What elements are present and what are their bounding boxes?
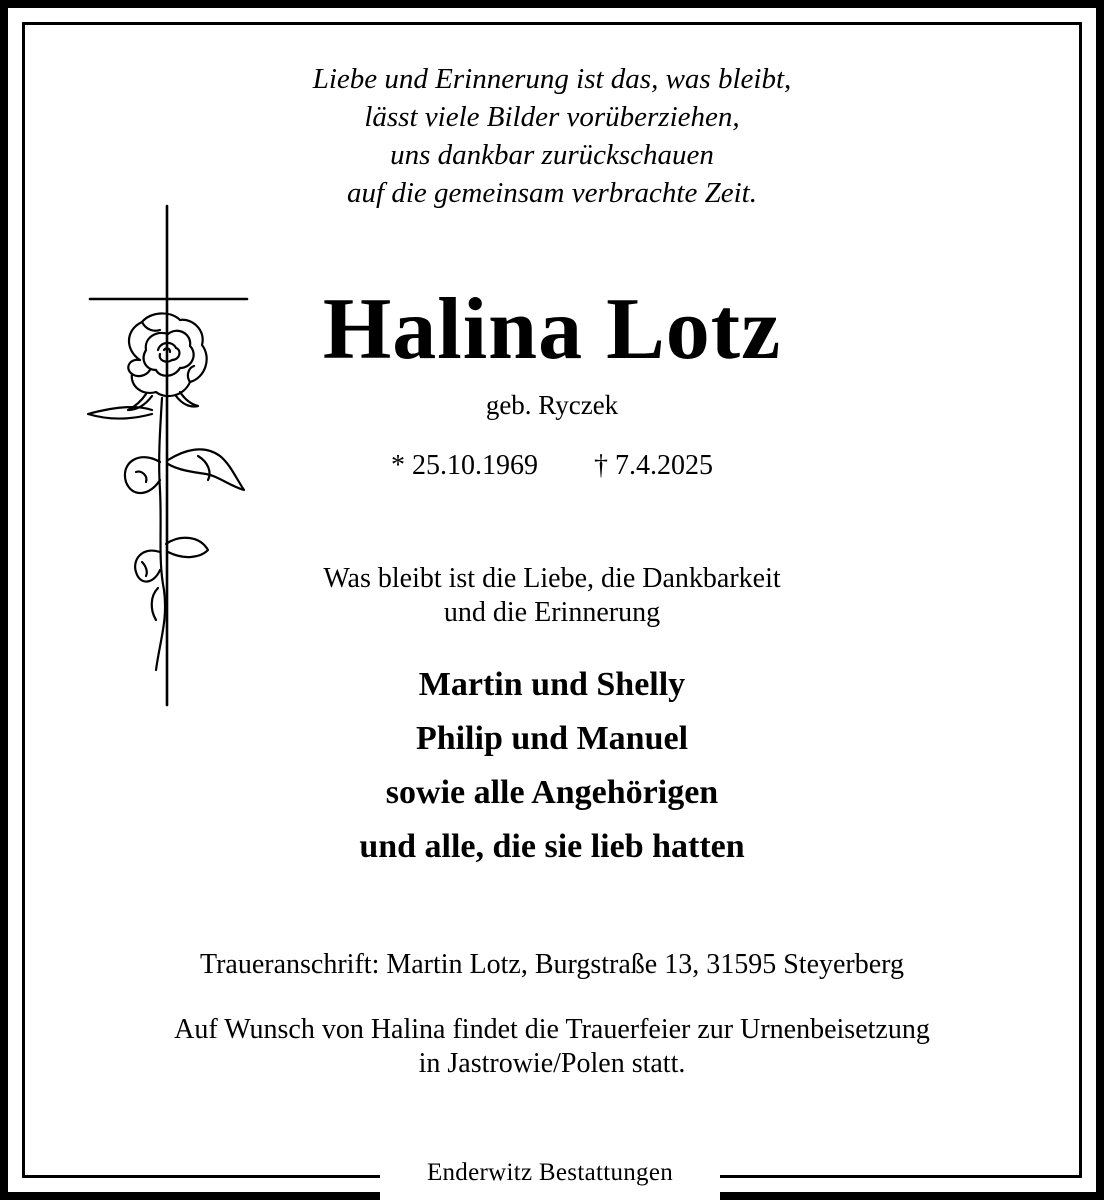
memorial-poem	[0, 60, 1104, 212]
mourning-address: Traueranschrift: Martin Lotz, Burgstraße 13, 31595 Steyerberg	[199, 949, 904, 980]
birth-date: * 25.10.1969	[391, 450, 538, 481]
quote-line: und die Erinnerung	[443, 597, 661, 628]
note-line: Auf Wunsch von Halina findet die Trauerfeier zur Urnenbeisetzung	[174, 1014, 930, 1045]
mourner-line: Martin und Shelly	[418, 666, 686, 703]
funeral-home-name: Enderwitz Bestattungen	[426, 1159, 674, 1186]
poem-line: lässt viele Bilder vorüberziehen,	[364, 101, 740, 133]
ceremony-note	[0, 1013, 1104, 1081]
birth-name: geb. Ryczek	[485, 390, 619, 420]
poem-line: auf die gemeinsam verbrachte Zeit.	[347, 177, 757, 209]
quote-line: Was bleibt ist die Liebe, die Dankbarkeit	[323, 563, 781, 594]
mourner-line: Philip und Manuel	[415, 720, 689, 757]
poem-line: uns dankbar zurückschauen	[390, 139, 714, 171]
death-date: † 7.4.2025	[594, 450, 713, 481]
mourner-line: sowie alle Angehörigen	[385, 774, 719, 811]
deceased-name: Halina Lotz	[322, 281, 782, 378]
mourner-line: und alle, die sie lieb hatten	[359, 828, 745, 865]
note-line: in Jastrowie/Polen statt.	[418, 1048, 686, 1079]
poem-line: Liebe und Erinnerung ist das, was bleibt,	[312, 63, 792, 95]
mourners-list	[0, 658, 1104, 874]
life-dates	[0, 448, 1104, 484]
memorial-quote	[0, 562, 1104, 630]
